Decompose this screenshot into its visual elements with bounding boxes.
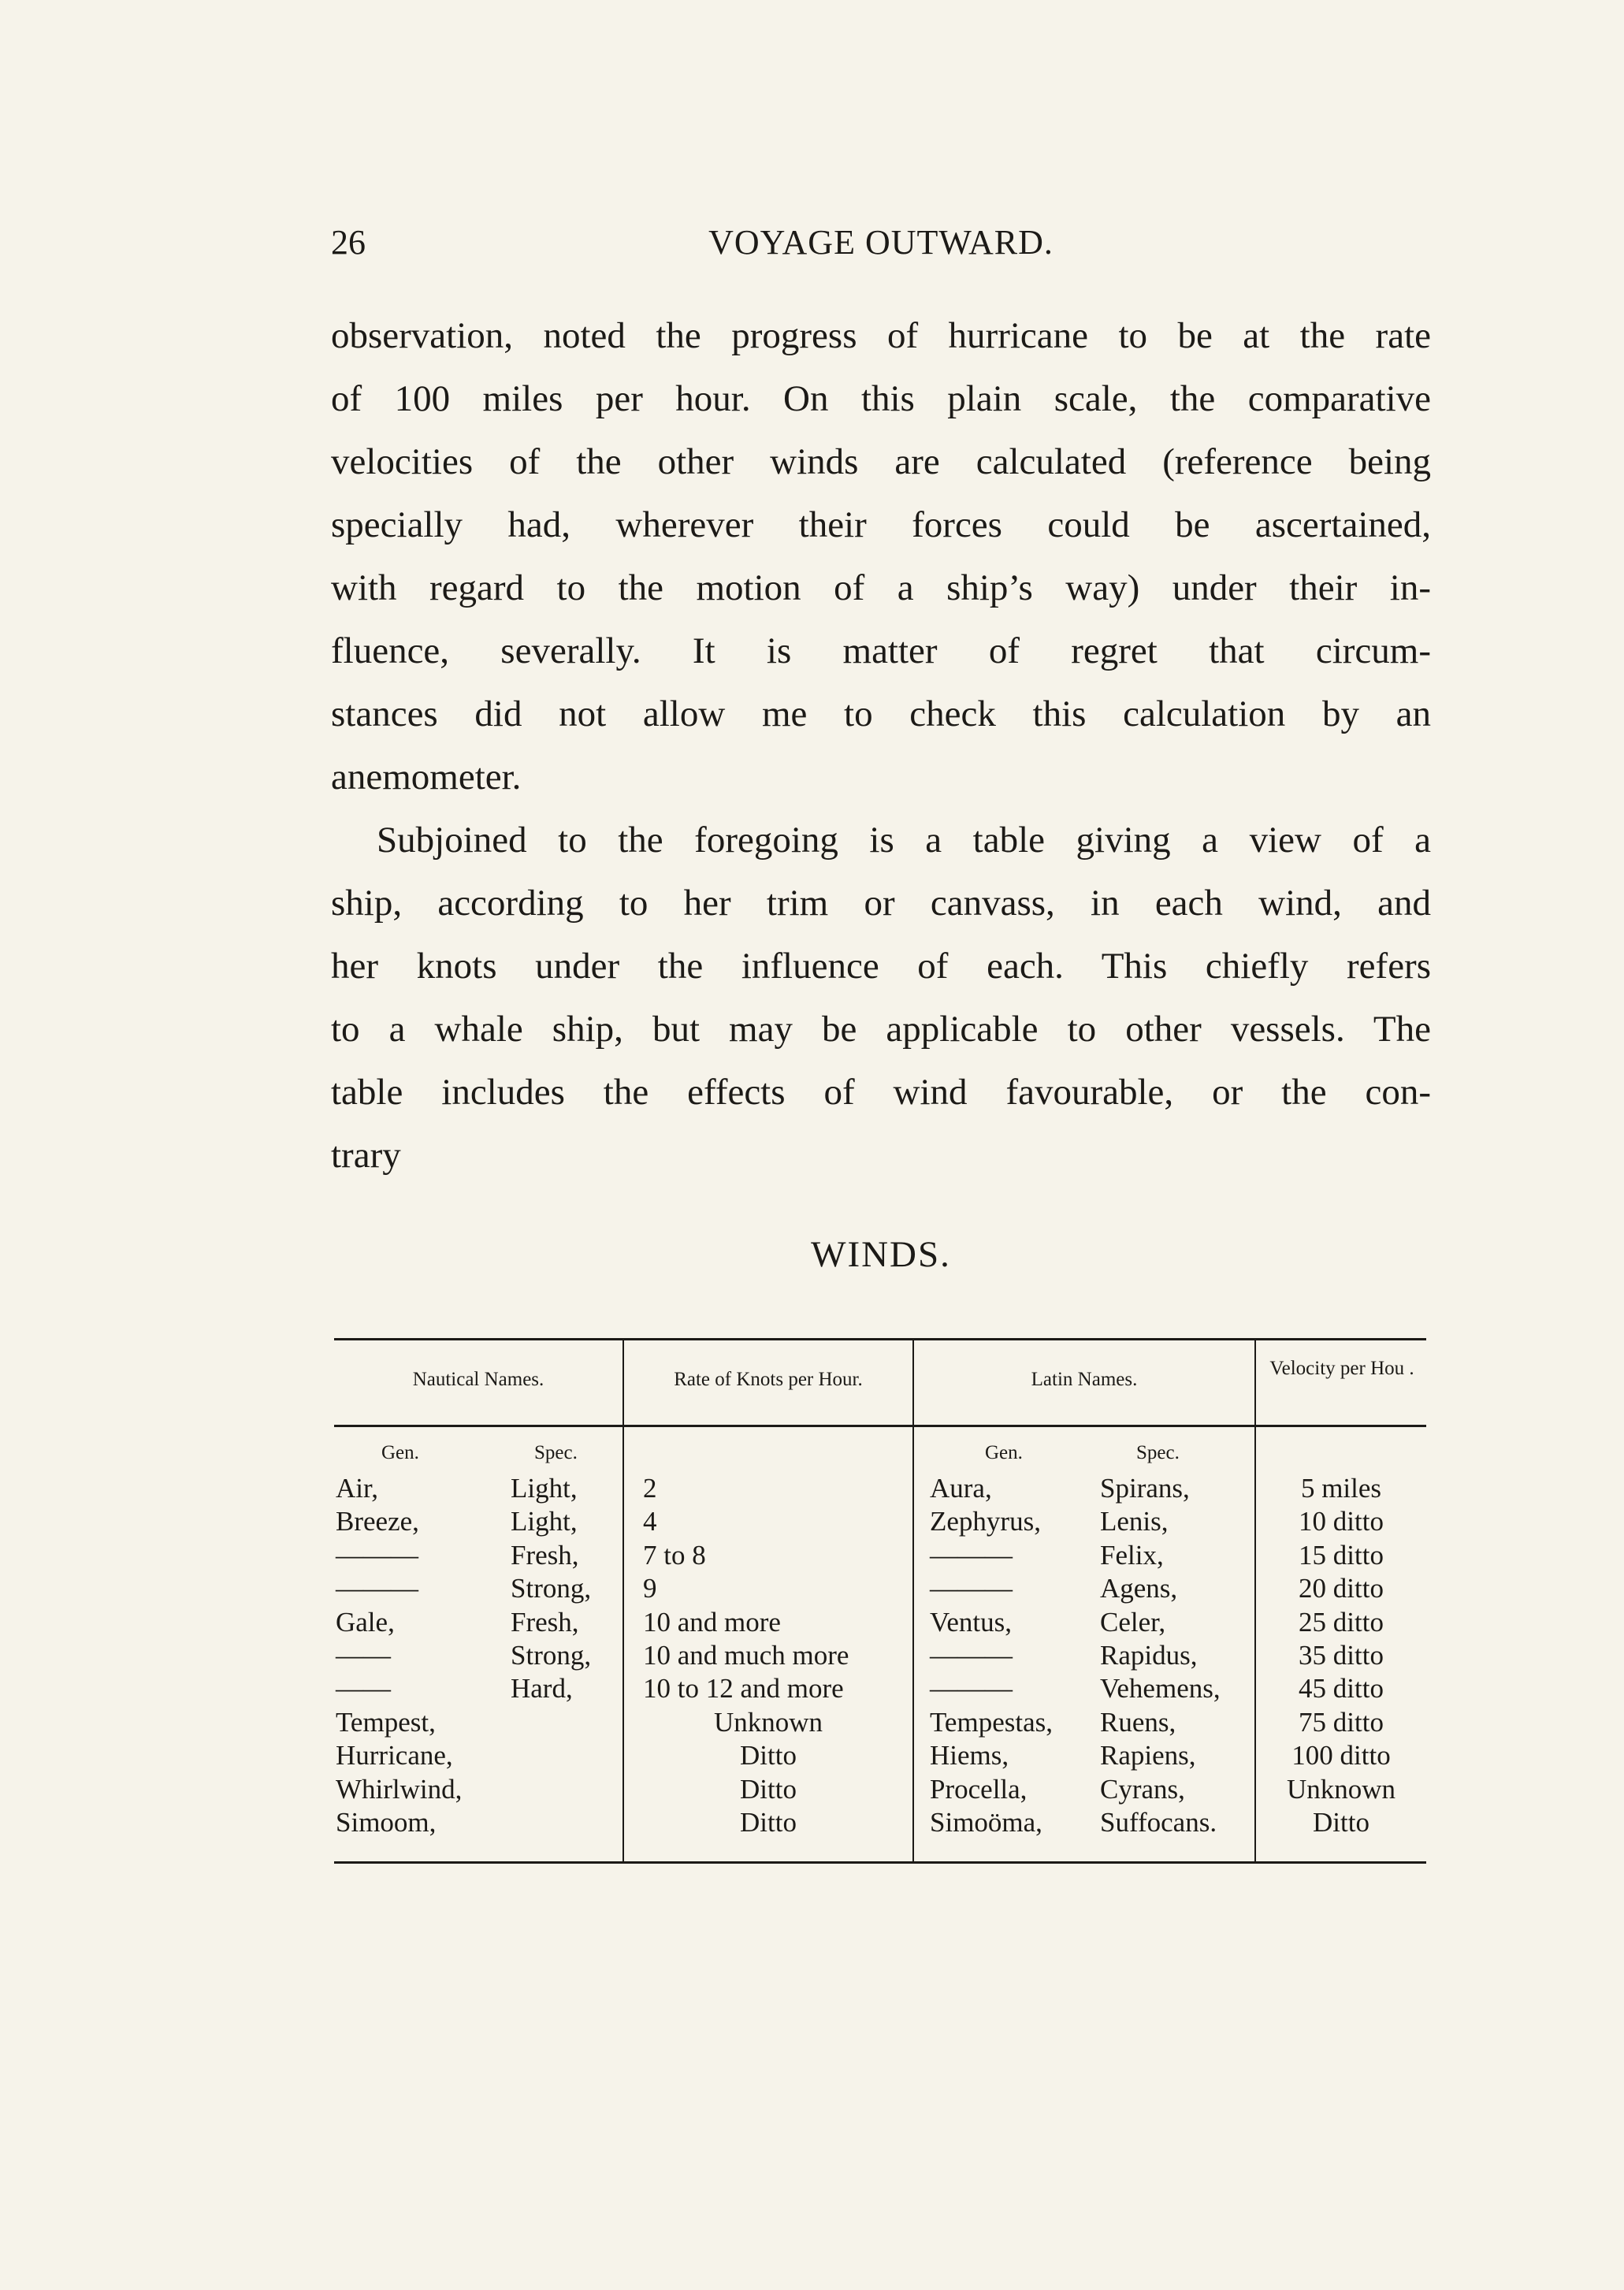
table-cell-l-gen: Tempestas, <box>930 1707 1053 1738</box>
table-cell-rate: Unknown <box>713 1707 823 1738</box>
text-line: fluence, severally. It is matter of regret that circum- <box>331 630 1431 671</box>
table-cell-l-gen: ——— <box>930 1573 1013 1604</box>
running-title: VOYAGE OUTWARD. <box>708 223 1054 262</box>
table-cell-n-gen: Tempest, <box>336 1707 436 1738</box>
table-cell-l-spec: Lenis, <box>1100 1506 1169 1537</box>
table-cell-l-gen: ——— <box>930 1640 1013 1671</box>
table-cell-l-gen: Aura, <box>930 1473 992 1504</box>
table-cell-n-spec: Hard, <box>511 1673 573 1704</box>
text-line: velocities of the other winds are calculated (reference being <box>331 441 1431 482</box>
text-line: observation, noted the progress of hurricane to be at the rate <box>331 315 1431 356</box>
text-line: anemometer. <box>331 757 522 797</box>
table-cell-l-gen: Hiems, <box>930 1740 1009 1771</box>
table-cell-velocity: Unknown <box>1286 1774 1396 1805</box>
text-line: of 100 miles per hour. On this plain scale, the comparative <box>331 378 1431 419</box>
text-line: with regard to the motion of a ship’s way) under their in- <box>331 567 1431 608</box>
table-cell-n-gen: —— <box>336 1640 391 1671</box>
table-cell-l-gen: ——— <box>930 1540 1013 1571</box>
table-cell-n-gen: Hurricane, <box>336 1740 453 1771</box>
table-cell-rate: 9 <box>643 1573 657 1604</box>
table-cell-l-spec: Spirans, <box>1100 1473 1190 1504</box>
table-cell-l-spec: Agens, <box>1100 1573 1178 1604</box>
table-cell-l-gen: Ventus, <box>930 1607 1013 1638</box>
table-cell-n-spec: Light, <box>511 1473 578 1504</box>
table-cell-rate: Ditto <box>740 1807 797 1838</box>
table-cell-rate: 10 to 12 and more <box>643 1673 844 1704</box>
table-cell-l-spec: Celer, <box>1100 1607 1166 1638</box>
subheader-spec: Spec. <box>534 1442 578 1463</box>
table-cell-n-gen: Breeze, <box>336 1506 419 1537</box>
table-cell-l-spec: Rapiens, <box>1100 1740 1196 1771</box>
text-line: specially had, wherever their forces could be ascertained, <box>331 504 1431 545</box>
table-cell-n-gen: Air, <box>336 1473 379 1504</box>
table-cell-n-gen: ——— <box>336 1540 418 1571</box>
text-line: to a whale ship, but may be applicable to other vessels. The <box>331 1009 1431 1050</box>
table-cell-rate: 4 <box>643 1506 657 1537</box>
table-cell-velocity: Ditto <box>1313 1807 1369 1838</box>
body-text <box>331 304 1431 1187</box>
table-cell-velocity: 10 ditto <box>1299 1506 1384 1537</box>
table-cell-velocity: 25 ditto <box>1299 1607 1384 1638</box>
text-line: her knots under the influence of each. This chiefly refers <box>331 946 1431 987</box>
header-latin-names: Latin Names. <box>1031 1369 1138 1390</box>
table-cell-l-gen: Simoöma, <box>930 1807 1042 1838</box>
column-divider <box>912 1338 914 1861</box>
table-cell-l-spec: Cyrans, <box>1100 1774 1185 1805</box>
table-cell-l-gen: Procella, <box>930 1774 1028 1805</box>
table-cell-velocity: 15 ditto <box>1299 1540 1384 1571</box>
text-line: Subjoined to the foregoing is a table giving a view of a <box>377 820 1431 861</box>
subheader-spec: Spec. <box>1136 1442 1180 1463</box>
table-cell-l-spec: Ruens, <box>1100 1707 1176 1738</box>
table-cell-l-gen: Zephyrus, <box>930 1506 1041 1537</box>
table-cell-l-gen: ——— <box>930 1673 1013 1704</box>
table-cell-l-spec: Felix, <box>1100 1540 1164 1571</box>
table-cell-velocity: 75 ditto <box>1299 1707 1384 1738</box>
table-cell-l-spec: Suffocans. <box>1100 1807 1217 1838</box>
table-cell-rate: 2 <box>643 1473 657 1504</box>
table-cell-n-gen: ——— <box>336 1573 418 1604</box>
table-cell-n-gen: Simoom, <box>336 1807 437 1838</box>
table-bottom-rule <box>334 1861 1426 1864</box>
text-line: trary <box>331 1135 401 1176</box>
table-cell-n-spec: Fresh, <box>511 1540 579 1571</box>
winds-table <box>334 1338 1426 1866</box>
subheader-gen: Gen. <box>381 1442 419 1463</box>
table-cell-rate: 10 and much more <box>643 1640 849 1671</box>
table-top-rule <box>334 1338 1426 1340</box>
page-number: 26 <box>331 223 366 262</box>
table-cell-n-spec: Fresh, <box>511 1607 579 1638</box>
table-cell-l-spec: Rapidus, <box>1100 1640 1198 1671</box>
table-cell-n-gen: —— <box>336 1673 391 1704</box>
table-cell-velocity: 5 miles <box>1300 1473 1382 1504</box>
table-cell-rate: Ditto <box>740 1774 797 1805</box>
table-cell-velocity: 45 ditto <box>1299 1673 1384 1704</box>
table-cell-n-spec: Strong, <box>511 1573 592 1604</box>
header-rate-of-knots: Rate of Knots per Hour. <box>674 1369 863 1390</box>
table-cell-n-gen: Gale, <box>336 1607 395 1638</box>
table-cell-l-spec: Vehemens, <box>1100 1673 1221 1704</box>
header-nautical-names: Nautical Names. <box>412 1369 544 1390</box>
subheader-gen: Gen. <box>985 1442 1023 1463</box>
header-velocity: Velocity per Hou . <box>1269 1358 1414 1379</box>
table-cell-velocity: 35 ditto <box>1299 1640 1384 1671</box>
table-title: WINDS. <box>811 1234 951 1275</box>
running-head <box>331 222 1431 270</box>
text-line: table includes the effects of wind favourable, or the con- <box>331 1072 1431 1113</box>
table-cell-rate: 10 and more <box>643 1607 781 1638</box>
table-cell-n-spec: Strong, <box>511 1640 592 1671</box>
table-cell-n-gen: Whirlwind, <box>336 1774 463 1805</box>
table-cell-rate: 7 to 8 <box>643 1540 706 1571</box>
table-cell-n-spec: Light, <box>511 1506 578 1537</box>
table-cell-velocity: 20 ditto <box>1299 1573 1384 1604</box>
table-cell-rate: Ditto <box>740 1740 797 1771</box>
header-rule <box>334 1425 1426 1427</box>
table-cell-velocity: 100 ditto <box>1291 1740 1391 1771</box>
text-line: ship, according to her trim or canvass, in each wind, and <box>331 883 1431 924</box>
text-line: stances did not allow me to check this calculation by an <box>331 693 1431 734</box>
